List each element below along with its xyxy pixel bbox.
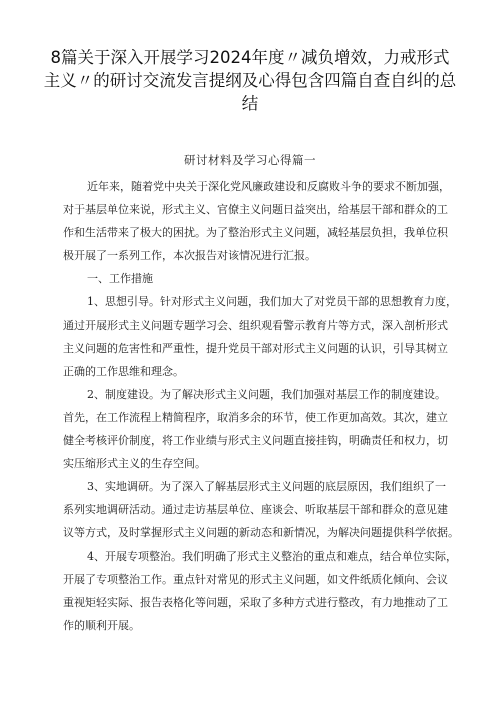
paragraph bbox=[63, 545, 457, 637]
text-line: 健全考核评价制度，将工作业绩与形式主义问题直接挂钩，明确责任和权力，切 bbox=[63, 434, 448, 448]
text-line: 极开展了一系列工作，本次报告对该情况进行汇报。 bbox=[63, 249, 316, 263]
text-line: 实压缩形式主义的生存空间。 bbox=[63, 457, 206, 471]
text-line: 4、开展专项整治。我们明确了形式主义整治的重点和难点，结合单位实际， bbox=[87, 549, 457, 563]
title-line: 8篇关于深入开展学习2024年度〃减负增效，力戒形式 bbox=[50, 48, 450, 67]
text-line: 主义问题的危害性和严重性，提升党员干部对形式主义问题的认识，引导其树立 bbox=[63, 341, 448, 355]
paragraph bbox=[63, 383, 448, 475]
text-line: 3、实地调研。为了深入了解基层形式主义问题的底层原因，我们组织了一 bbox=[87, 480, 446, 494]
text-line: 通过开展形式主义问题专题学习会、组织观看警示教育片等方式，深入剖析形式 bbox=[63, 318, 448, 332]
document-title bbox=[34, 46, 466, 115]
text-line: 一、工作措施 bbox=[87, 272, 153, 286]
paragraph bbox=[63, 290, 457, 382]
text-line: 重视矩轻实际、报告表格化等问题，采取了多种方式进行整改，有力地推动了工 bbox=[63, 595, 448, 609]
text-line: 近年来，随着党中央关于深化党风廉政建设和反腐败斗争的要求不断加强， bbox=[87, 180, 450, 193]
document-body bbox=[63, 175, 459, 637]
paragraph bbox=[63, 475, 459, 544]
text-line: 对于基层单位来说，形式主义、官僚主义问题日益突出，给基层干部和群众的工 bbox=[63, 203, 448, 217]
title-line: 主义〃的研讨交流发言提纲及心得包含四篇自查自纠的总 bbox=[43, 71, 457, 90]
text-line: 作的顺利开展。 bbox=[63, 618, 140, 632]
section-heading: 研讨材料及学习心得篇一 bbox=[184, 153, 316, 167]
text-line: 首先，在工作流程上精简程序，取消多余的环节，使工作更加高效。其次，建立 bbox=[63, 410, 448, 424]
subsection-heading bbox=[63, 267, 441, 290]
text-line: 系列实地调研活动。通过走访基层单位、座谈会、听取基层干部和群众的意见建 bbox=[63, 503, 448, 517]
text-line: 作和生活带来了极大的困扰。为了整治形式主义问题，减轻基层负担，我单位积 bbox=[63, 226, 448, 240]
text-line: 开展了专项整治工作。重点针对常见的形式主义问题，如文件纸质化倾向、会议 bbox=[63, 572, 448, 586]
text-line: 1、思想引导。针对形式主义问题，我们加大了对党员干部的思想教育力度， bbox=[87, 295, 457, 309]
title-line: 结 bbox=[241, 94, 259, 113]
paragraph bbox=[63, 175, 450, 267]
text-line: 2、制度建设。为了解决形式主义问题，我们加强对基层工作的制度建设。 bbox=[87, 387, 446, 401]
text-line: 正确的工作思维和理念。 bbox=[63, 364, 184, 378]
text-line: 议等方式，及时掌握形式主义问题的新动态和新情况，为解决问题提供科学依据。 bbox=[63, 526, 459, 540]
